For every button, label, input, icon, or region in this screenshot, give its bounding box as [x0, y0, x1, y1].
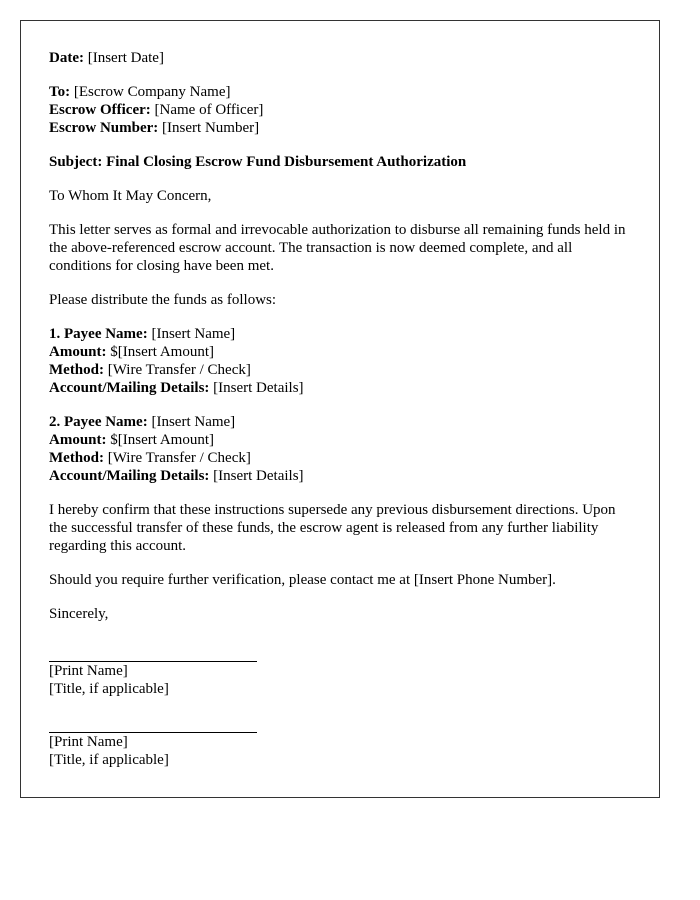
payee-name-label: 1. Payee Name: — [49, 326, 148, 342]
contact-paragraph: Should you require further verification, please contact me at [Insert Phone Number]. — [49, 572, 556, 588]
details-value: [Insert Details] — [209, 380, 304, 396]
method-value: [Wire Transfer / Check] — [104, 362, 251, 378]
signature-block-1 — [49, 661, 631, 698]
method-label: Method: — [49, 362, 104, 378]
closing: Sincerely, — [49, 606, 109, 622]
payee-name-label: 2. Payee Name: — [49, 414, 148, 430]
payee-name-line — [49, 413, 631, 431]
amount-label: Amount: — [49, 344, 107, 360]
amount-value: $[Insert Amount] — [106, 432, 214, 448]
officer-line — [49, 101, 631, 119]
method-line — [49, 361, 631, 379]
payee-name-value: [Insert Name] — [147, 414, 236, 430]
officer-label: Escrow Officer: — [49, 102, 151, 118]
date-label: Date: — [49, 50, 84, 66]
escrow-number-line — [49, 119, 631, 137]
to-line — [49, 83, 631, 101]
payee-block-1 — [49, 325, 631, 397]
details-value: [Insert Details] — [209, 468, 304, 484]
payee-name-line — [49, 325, 631, 343]
to-value: [Escrow Company Name] — [70, 84, 231, 100]
distribute-paragraph: Please distribute the funds as follows: — [49, 292, 277, 308]
signer-title: [Title, if applicable] — [49, 752, 169, 768]
escrow-number-label: Escrow Number: — [49, 120, 159, 136]
escrow-number-value: [Insert Number] — [158, 120, 260, 136]
amount-label: Amount: — [49, 432, 107, 448]
letter — [20, 20, 660, 798]
details-label: Account/Mailing Details: — [49, 468, 210, 484]
date-value: [Insert Date] — [83, 50, 164, 66]
intro-paragraph: This letter serves as formal and irrevocable authorization to disburse all remaining funds held in the above-referenced escrow account. The transaction is now deemed complete, and all conditions for closing have been met. — [49, 222, 626, 274]
print-name: [Print Name] — [49, 663, 128, 679]
details-label: Account/Mailing Details: — [49, 380, 210, 396]
to-label: To: — [49, 84, 71, 100]
method-line — [49, 449, 631, 467]
officer-value: [Name of Officer] — [150, 102, 264, 118]
signature-block-2 — [49, 732, 631, 769]
date-line — [49, 49, 631, 67]
recipient-block — [49, 83, 631, 137]
amount-line — [49, 431, 631, 449]
amount-value: $[Insert Amount] — [106, 344, 214, 360]
amount-line — [49, 343, 631, 361]
salutation: To Whom It May Concern, — [49, 188, 212, 204]
signer-title: [Title, if applicable] — [49, 681, 169, 697]
subject-line: Subject: Final Closing Escrow Fund Disbursement Authorization — [49, 154, 467, 170]
details-line — [49, 467, 631, 485]
details-line — [49, 379, 631, 397]
method-label: Method: — [49, 450, 104, 466]
date-block — [49, 49, 631, 67]
payee-name-value: [Insert Name] — [147, 326, 236, 342]
confirm-paragraph: I hereby confirm that these instructions supersede any previous disbursement directions. Upon the successful transfer of these funds, the escrow agent is released from any further liability regarding this account. — [49, 502, 616, 554]
method-value: [Wire Transfer / Check] — [104, 450, 251, 466]
print-name: [Print Name] — [49, 734, 128, 750]
payee-block-2 — [49, 413, 631, 485]
